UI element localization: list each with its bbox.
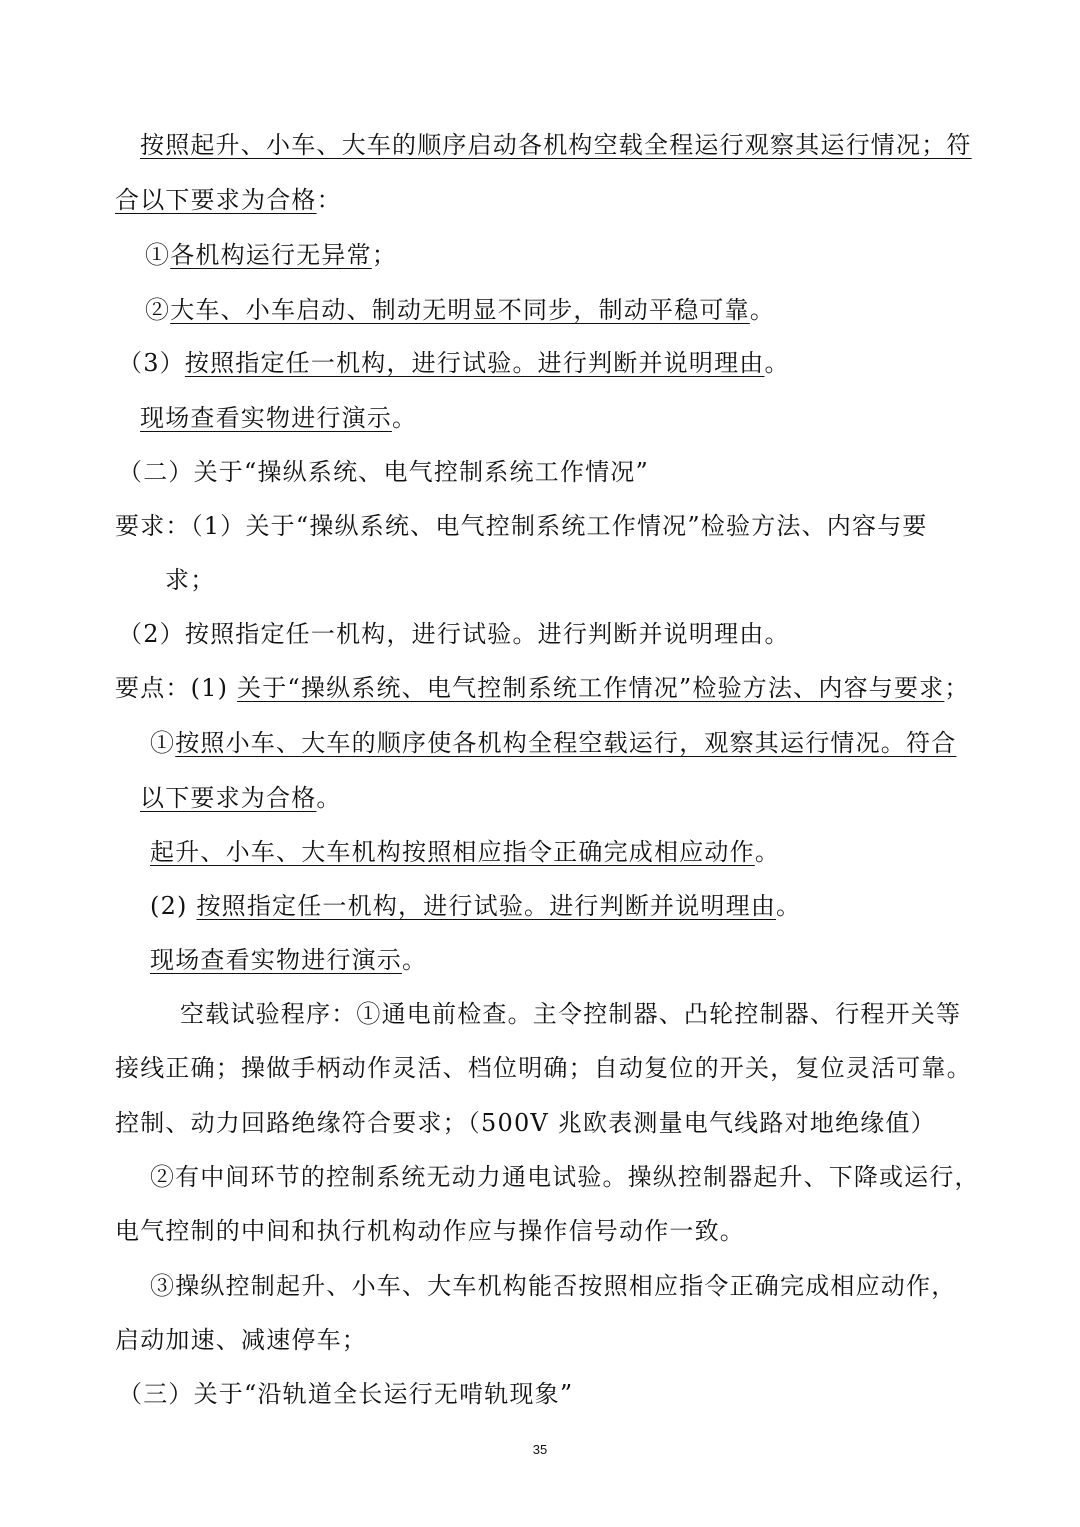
text-segment: 。 bbox=[392, 404, 418, 432]
text-line bbox=[115, 1048, 972, 1088]
underlined-text: 各机构运行无异常 bbox=[170, 241, 372, 269]
page-number: 35 bbox=[532, 1442, 548, 1457]
text-line bbox=[118, 614, 790, 654]
text-segment: 。 bbox=[754, 838, 781, 866]
text-segment: ① bbox=[150, 729, 176, 757]
underlined-text: 合以下要求为合格 bbox=[115, 186, 317, 214]
underlined-text: 现场查看实物进行演示 bbox=[140, 404, 392, 432]
text-line bbox=[118, 452, 649, 492]
underlined-text: 关于“操纵系统、电气控制系统工作情况”检验方法、内容与要求 bbox=[237, 674, 945, 702]
underlined-text: 按照小车、大车的顺序使各机构全程空载运行，观察其运行情况。符合 bbox=[175, 729, 957, 757]
text-line bbox=[180, 994, 961, 1034]
text-line bbox=[165, 560, 215, 600]
text-line bbox=[115, 1103, 936, 1143]
text-line bbox=[115, 1211, 745, 1251]
text-line bbox=[118, 1374, 573, 1414]
text-segment: ； bbox=[944, 674, 970, 702]
underlined-text: 大车、小车启动、制动无明显不同步，制动平稳可靠 bbox=[170, 296, 750, 324]
text-line bbox=[140, 125, 972, 165]
text-segment: 。 bbox=[749, 296, 776, 324]
text-segment: 。 bbox=[316, 784, 342, 812]
text-line bbox=[145, 235, 397, 275]
text-line bbox=[145, 290, 775, 330]
underlined-text: 起升、小车、大车机构按照相应指令正确完成相应动作 bbox=[150, 838, 755, 866]
text-line bbox=[115, 1320, 367, 1360]
text-segment: 要点：(1) bbox=[115, 674, 238, 702]
text-line bbox=[140, 778, 342, 818]
text-segment: （2）按照指定任一机构，进行试验。进行判断并说明理由。 bbox=[118, 620, 790, 648]
text-segment: （二）关于“操纵系统、电气控制系统工作情况” bbox=[118, 458, 649, 486]
text-segment: ② bbox=[145, 296, 171, 324]
underlined-text: 现场查看实物进行演示 bbox=[150, 946, 402, 974]
text-segment: 电气控制的中间和执行机构动作应与操作信号动作一致。 bbox=[115, 1217, 745, 1245]
text-line bbox=[115, 180, 342, 220]
underlined-text: 按照指定任一机构，进行试验。进行判断并说明理由 bbox=[184, 349, 765, 377]
text-segment: ； bbox=[371, 241, 398, 269]
text-segment: 。 bbox=[764, 349, 790, 377]
text-segment: ②有中间环节的控制系统无动力通电试验。操纵控制器起升、下降或运行， bbox=[150, 1163, 980, 1191]
text-segment: 求； bbox=[165, 566, 216, 594]
text-line bbox=[150, 886, 801, 926]
text-segment: 控制、动力回路绝缘符合要求；（500V 兆欧表测量电气线路对地绝缘值） bbox=[115, 1109, 936, 1137]
underlined-text: 按照起升、小车、大车的顺序启动各机构空载全程运行观察其运行情况；符 bbox=[140, 131, 972, 159]
text-line bbox=[150, 1157, 980, 1197]
text-line bbox=[150, 1266, 956, 1306]
text-segment: 要求：（1）关于“操纵系统、电气控制系统工作情况”检验方法、内容与要 bbox=[115, 512, 928, 540]
underlined-text: 以下要求为合格 bbox=[140, 784, 317, 812]
text-line bbox=[115, 668, 970, 708]
text-segment: 启动加速、减速停车； bbox=[115, 1326, 367, 1354]
text-segment: 空载试验程序：①通电前检查。主令控制器、凸轮控制器、行程开关等 bbox=[180, 1000, 962, 1028]
text-line bbox=[150, 832, 780, 872]
text-segment: ① bbox=[145, 241, 171, 269]
text-line bbox=[150, 723, 956, 763]
text-segment: (2) bbox=[150, 892, 197, 920]
text-segment: ： bbox=[316, 186, 342, 214]
text-line bbox=[140, 398, 417, 438]
text-segment: （3） bbox=[118, 349, 185, 377]
text-line bbox=[150, 940, 427, 980]
text-segment: 。 bbox=[776, 892, 802, 920]
text-segment: （三）关于“沿轨道全长运行无啃轨现象” bbox=[118, 1380, 574, 1408]
text-line bbox=[118, 343, 790, 383]
text-line bbox=[115, 506, 928, 546]
text-segment: 接线正确；操做手柄动作灵活、档位明确；自动复位的开关，复位灵活可靠。 bbox=[115, 1054, 972, 1082]
underlined-text: 按照指定任一机构，进行试验。进行判断并说明理由 bbox=[196, 892, 777, 920]
text-segment: ③操纵控制起升、小车、大车机构能否按照相应指令正确完成相应动作， bbox=[150, 1272, 957, 1300]
text-segment: 。 bbox=[402, 946, 428, 974]
